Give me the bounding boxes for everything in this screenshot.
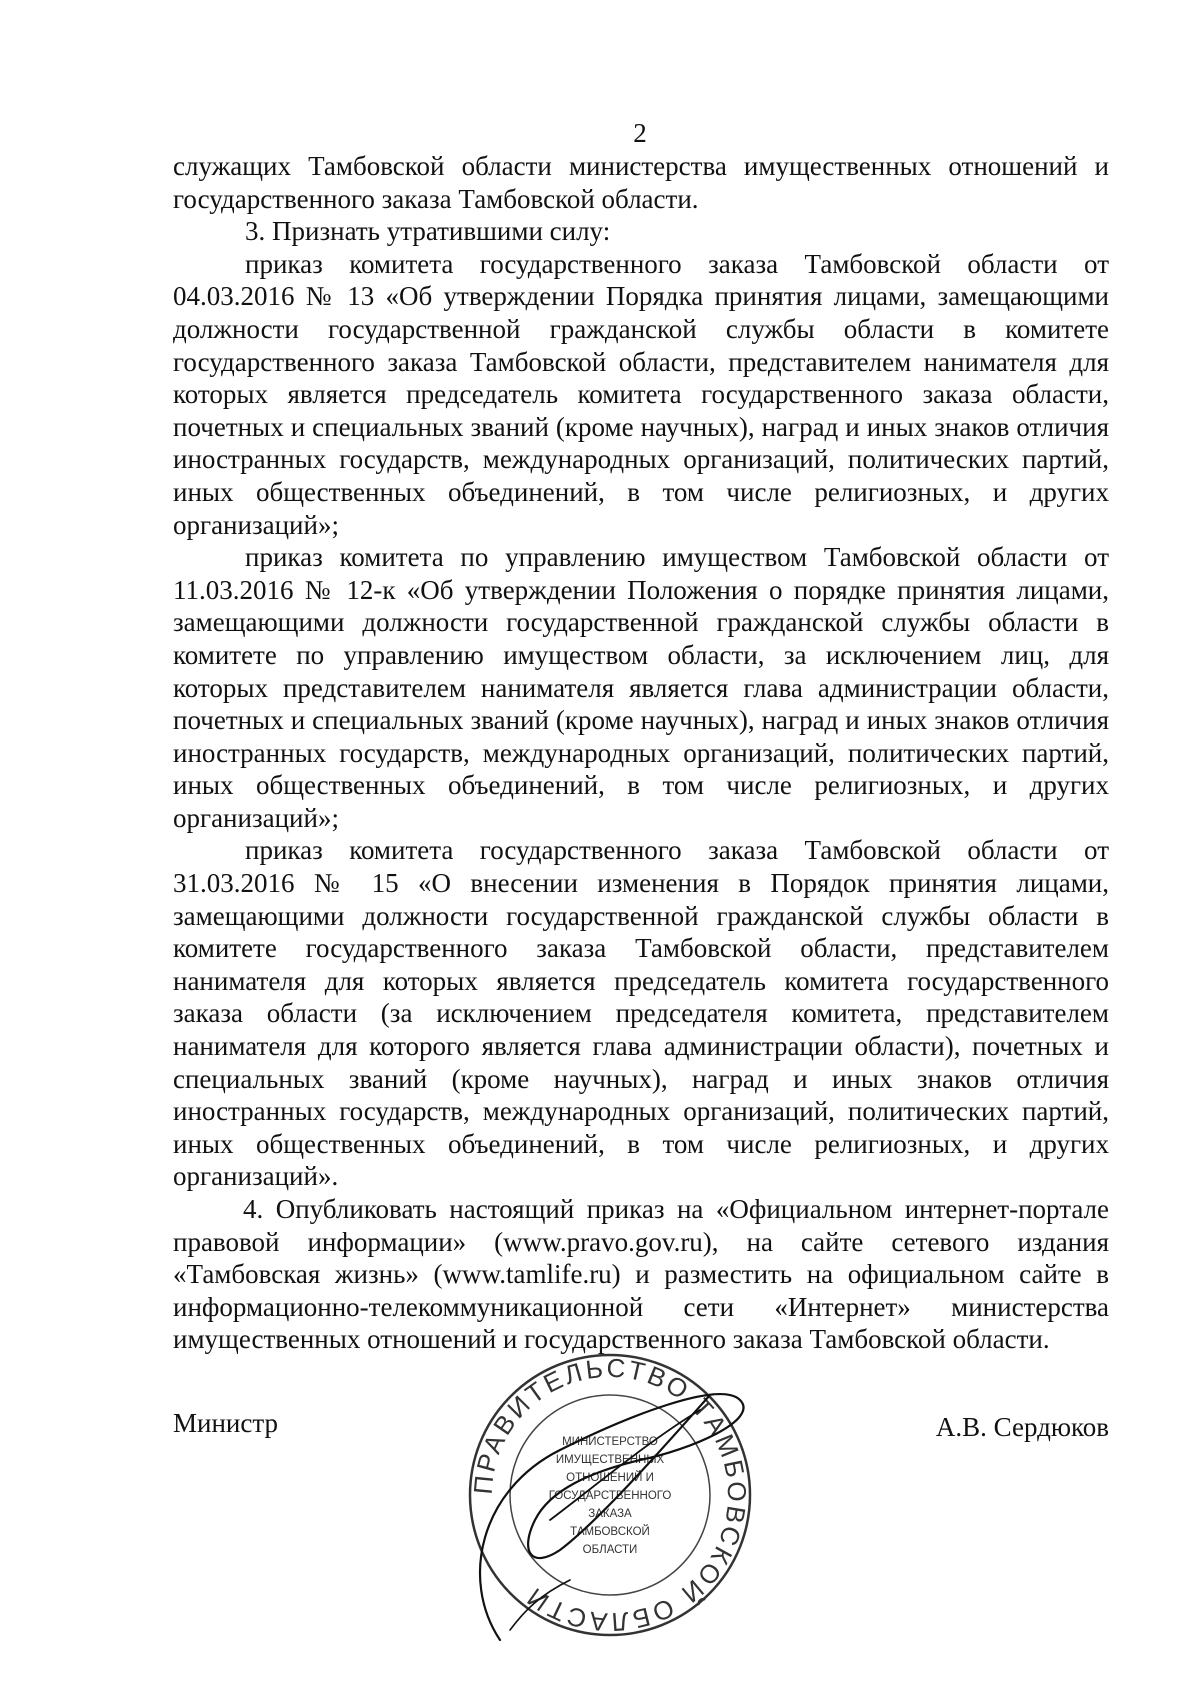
svg-text:ИМУЩЕСТВЕННЫХ: ИМУЩЕСТВЕННЫХ [555,1454,665,1466]
paragraph-order-2: приказ комитета по управлению имуществом Тамбовской области от 11.03.2016 № 12-к «Об утверждении Положения о порядке принятия лицами, замещающими должности государственной гражданской службы области в комитете по управлению имуществом области, за исключением лиц, для которых представителем нанимателя является глава администрации области, почетных и специальных званий (кроме научных), наград и иных знаков отличия иностранных государств, международных организаций, политических партий, иных общественных объединений, в том числе религиозных, и других организаций»; [173,542,1109,833]
official-seal [460,1345,760,1645]
seal-graphic [460,1345,760,1645]
svg-text:ГОСУДАРСТВЕННОГО: ГОСУДАРСТВЕННОГО [548,1490,672,1502]
seal-ring-text: ПРАВИТЕЛЬСТВО ТАМБОВСКОЙ ОБЛАСТИ [467,1352,753,1638]
document-body [173,150,1109,1356]
paragraph-item-3: 3. Признать утратившими силу: [245,216,611,247]
signer-position: Министр [173,1408,278,1438]
paragraph-continuation: служащих Тамбовской области министерства имущественных отношений и государственного заказа Тамбовской области. [173,151,1109,214]
seal-center-text [549,1436,672,1556]
svg-text:ОБЛАСТИ: ОБЛАСТИ [582,1544,638,1556]
signer-name: А.В. Сердюков [935,1412,1109,1442]
svg-text:ЗАКАЗА: ЗАКАЗА [588,1508,632,1520]
paragraph-item-4: 4. Опубликовать настоящий приказ на «Официальном интернет-портале правовой информации» (www.pravo.gov.ru), на сайте сетевого издания «Тамбовская жизнь» (www.tamlife.ru) и разместить на официальном сайте в информационно-телекоммуникационной сети «Интернет» министерства имущественных отношений и государственного заказа Тамбовской области. [173,1194,1109,1355]
svg-text:ТАМБОВСКОЙ: ТАМБОВСКОЙ [570,1526,650,1538]
svg-text:ОТНОШЕНИЙ И: ОТНОШЕНИЙ И [566,1472,654,1484]
paragraph-order-3: приказ комитета государственного заказа Тамбовской области от 31.03.2016 № 15 «О внесении изменения в Порядок принятия лицами, замещающими должности государственной гражданской службы области в комитете государственного заказа Тамбовской области, представителем нанимателя для которых является председатель комитета государственного заказа области (за исключением председателя комитета, представителем нанимателя для которого является глава администрации области), почетных и специальных званий (кроме научных), наград и иных знаков отличия иностранных государств, международных организаций, политических партий, иных общественных объединений, в том числе религиозных, и других организаций». [173,835,1109,1192]
page-number: 2 [633,118,647,148]
svg-text:МИНИСТЕРСТВО: МИНИСТЕРСТВО [562,1436,658,1448]
paragraph-order-1: приказ комитета государственного заказа Тамбовской области от 04.03.2016 № 13 «Об утверждении Порядка принятия лицами, замещающими должности государственной гражданской службы области в комитете государственного заказа Тамбовской области, представителем нанимателя для которых является председатель комитета государственного заказа области, почетных и специальных званий (кроме научных), наград и иных знаков отличия иностранных государств, международных организаций, политических партий, иных общественных объединений, в том числе религиозных, и других организаций»; [173,248,1109,540]
